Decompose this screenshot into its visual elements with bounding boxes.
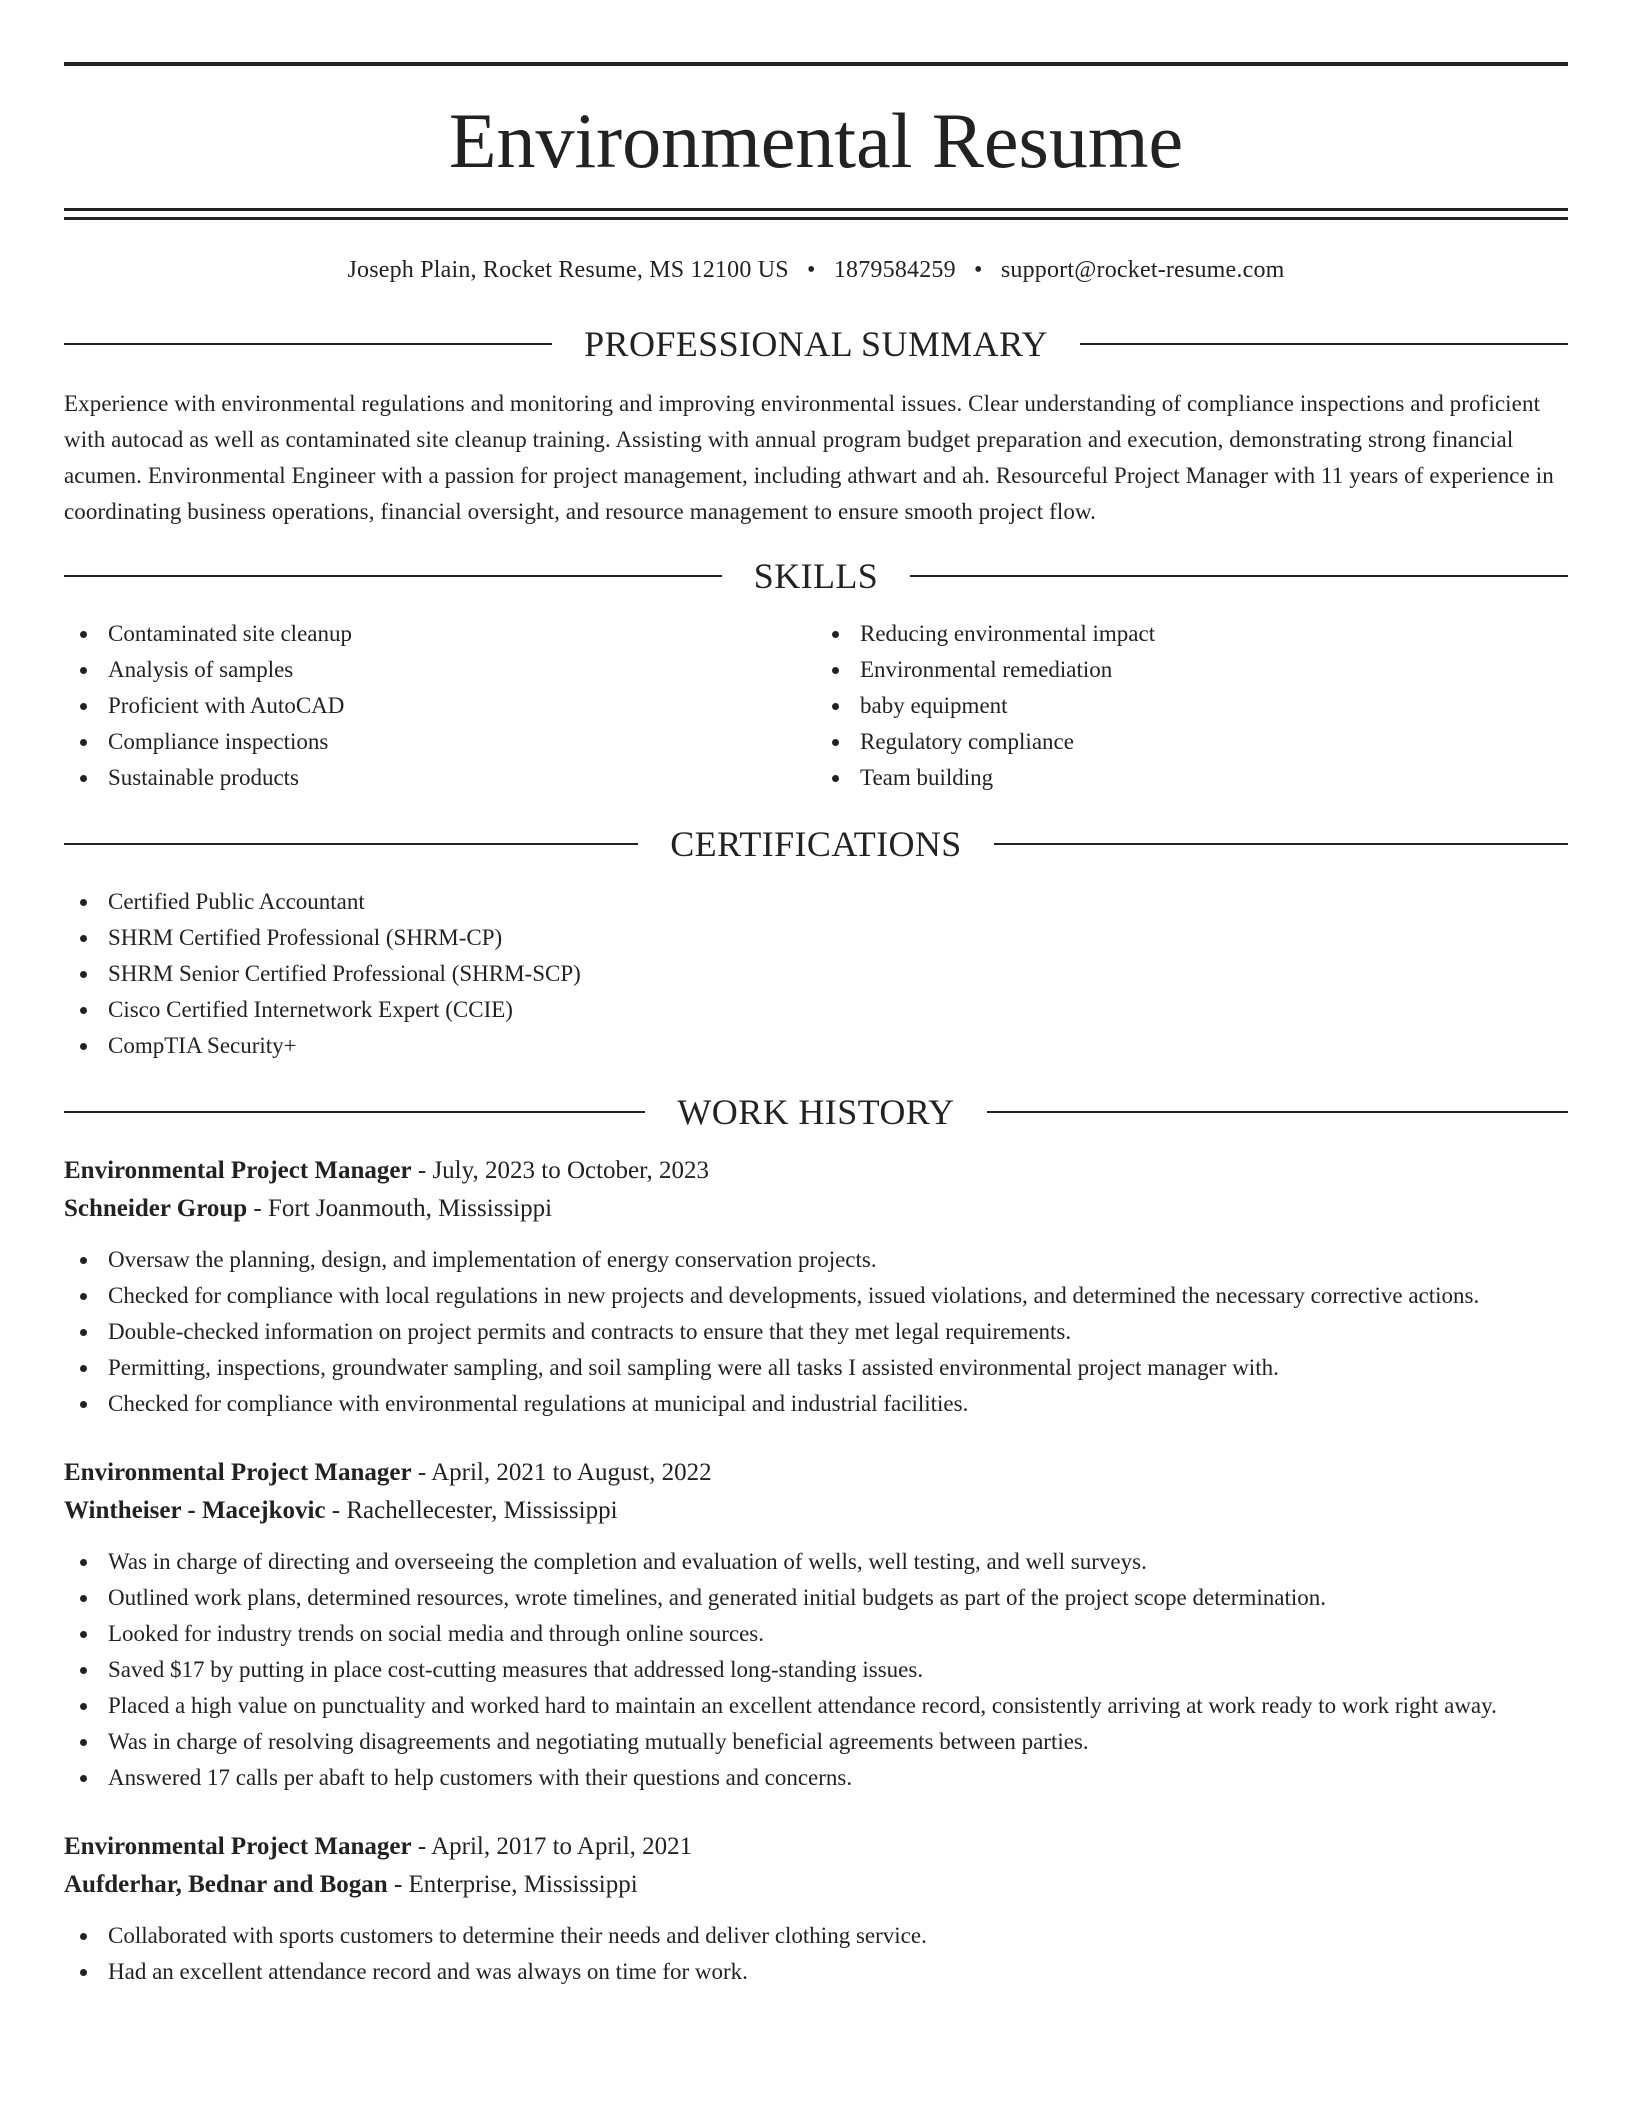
work-history-heading-label: WORK HISTORY: [677, 1092, 955, 1132]
contact-phone: 1879584259: [833, 257, 956, 283]
job-location: - Enterprise, Mississippi: [387, 1871, 638, 1898]
certification-item: SHRM Certified Professional (SHRM-CP): [64, 920, 1568, 956]
job-bullet: Double-checked information on project permits and contracts to ensure that they met legal requirements.: [64, 1314, 1568, 1350]
skill-item: Regulatory compliance: [816, 724, 1568, 760]
heading-rule-right: [1080, 343, 1568, 345]
heading-rule-left: [64, 575, 722, 577]
skill-item: Team building: [816, 760, 1568, 796]
skill-item: Contaminated site cleanup: [64, 616, 816, 652]
job-location: - Rachellecester, Mississippi: [325, 1497, 618, 1524]
job-title: Environmental Project Manager: [64, 1157, 412, 1184]
title-double-rule: [64, 208, 1568, 220]
certifications-heading-label: CERTIFICATIONS: [670, 824, 962, 864]
heading-rule-left: [64, 843, 638, 845]
skill-item: Reducing environmental impact: [816, 616, 1568, 652]
job-bullets: [64, 1918, 1568, 1990]
job-entry: [64, 1152, 1568, 1422]
job-bullet: Checked for compliance with local regulations in new projects and developments, issued violations, and determined the necessary corrective actions.: [64, 1278, 1568, 1314]
skills-grid: [64, 616, 1568, 796]
skills-list-right: [816, 616, 1568, 796]
job-bullets: [64, 1544, 1568, 1796]
job-bullets: [64, 1242, 1568, 1422]
job-company-line: [64, 1866, 1568, 1904]
certification-item: CompTIA Security+: [64, 1028, 1568, 1064]
certification-item: SHRM Senior Certified Professional (SHRM-SCP): [64, 956, 1568, 992]
job-company-line: [64, 1492, 1568, 1530]
work-history-heading: [64, 1094, 1568, 1130]
contact-email: support@rocket-resume.com: [1000, 257, 1285, 283]
contact-separator: •: [807, 257, 816, 283]
job-bullet: Looked for industry trends on social media and through online sources.: [64, 1616, 1568, 1652]
heading-rule-left: [64, 1111, 645, 1113]
job-company: Schneider Group: [64, 1195, 248, 1222]
skills-heading: [64, 558, 1568, 594]
job-bullet: Had an excellent attendance record and was always on time for work.: [64, 1954, 1568, 1990]
job-bullet: Placed a high value on punctuality and worked hard to maintain an excellent attendance record, consistently arriving at work ready to work right away.: [64, 1688, 1568, 1724]
skill-item: baby equipment: [816, 688, 1568, 724]
skill-item: Proficient with AutoCAD: [64, 688, 816, 724]
job-location: - Fort Joanmouth, Mississippi: [247, 1195, 553, 1222]
job-bullet: Permitting, inspections, groundwater sampling, and soil sampling were all tasks I assisted environmental project manager with.: [64, 1350, 1568, 1386]
job-title: Environmental Project Manager: [64, 1459, 412, 1486]
job-company: Aufderhar, Bednar and Bogan: [64, 1871, 388, 1898]
job-bullet: Answered 17 calls per abaft to help customers with their questions and concerns.: [64, 1760, 1568, 1796]
heading-rule-right: [994, 843, 1568, 845]
job-title-line: [64, 1828, 1568, 1866]
job-title-line: [64, 1454, 1568, 1492]
skill-item: Compliance inspections: [64, 724, 816, 760]
job-bullet: Oversaw the planning, design, and implementation of energy conservation projects.: [64, 1242, 1568, 1278]
job-company-line: [64, 1190, 1568, 1228]
job-bullet: Collaborated with sports customers to determine their needs and deliver clothing service.: [64, 1918, 1568, 1954]
job-dates: - April, 2017 to April, 2021: [411, 1833, 693, 1860]
job-dates: - April, 2021 to August, 2022: [411, 1459, 712, 1486]
certifications-heading: [64, 826, 1568, 862]
contact-line: [64, 258, 1568, 282]
resume-title: Environmental Resume: [448, 97, 1184, 184]
certification-item: Certified Public Accountant: [64, 884, 1568, 920]
heading-rule-left: [64, 343, 552, 345]
job-title: Environmental Project Manager: [64, 1833, 412, 1860]
heading-rule-right: [910, 575, 1568, 577]
skills-list-left: [64, 616, 816, 796]
skills-heading-label: SKILLS: [753, 556, 879, 596]
skill-item: Sustainable products: [64, 760, 816, 796]
job-bullet: Saved $17 by putting in place cost-cutting measures that addressed long-standing issues.: [64, 1652, 1568, 1688]
job-company: Wintheiser - Macejkovic: [64, 1497, 326, 1524]
heading-rule-right: [987, 1111, 1568, 1113]
summary-heading: [64, 326, 1568, 362]
job-entry: [64, 1454, 1568, 1796]
job-entry: [64, 1828, 1568, 1990]
job-bullet: Outlined work plans, determined resources, wrote timelines, and generated initial budgets as part of the project scope determination.: [64, 1580, 1568, 1616]
job-title-line: [64, 1152, 1568, 1190]
job-bullet: Checked for compliance with environmental regulations at municipal and industrial facilities.: [64, 1386, 1568, 1422]
certification-item: Cisco Certified Internetwork Expert (CCIE): [64, 992, 1568, 1028]
job-dates: - July, 2023 to October, 2023: [411, 1157, 709, 1184]
contact-separator: •: [974, 257, 983, 283]
summary-heading-label: PROFESSIONAL SUMMARY: [584, 324, 1048, 364]
certifications-list: [64, 884, 1568, 1064]
skill-item: Analysis of samples: [64, 652, 816, 688]
skill-item: Environmental remediation: [816, 652, 1568, 688]
contact-address: Joseph Plain, Rocket Resume, MS 12100 US: [347, 257, 789, 283]
job-bullet: Was in charge of resolving disagreements and negotiating mutually beneficial agreements between parties.: [64, 1724, 1568, 1760]
summary-text: Experience with environmental regulations and monitoring and improving environmental issues. Clear understanding of compliance inspections and proficient with autocad as well as contaminated site cleanup training. Assisting with annual program budget preparation and execution, demonstrating strong financial acumen. Environmental Engineer with a passion for project management, including athwart and ah. Resourceful Project Manager with 11 years of experience in coordinating business operations, financial oversight, and resource management to ensure smooth project flow.: [64, 391, 1554, 524]
top-rule: [64, 62, 1568, 66]
job-bullet: Was in charge of directing and overseeing the completion and evaluation of wells, well testing, and well surveys.: [64, 1544, 1568, 1580]
